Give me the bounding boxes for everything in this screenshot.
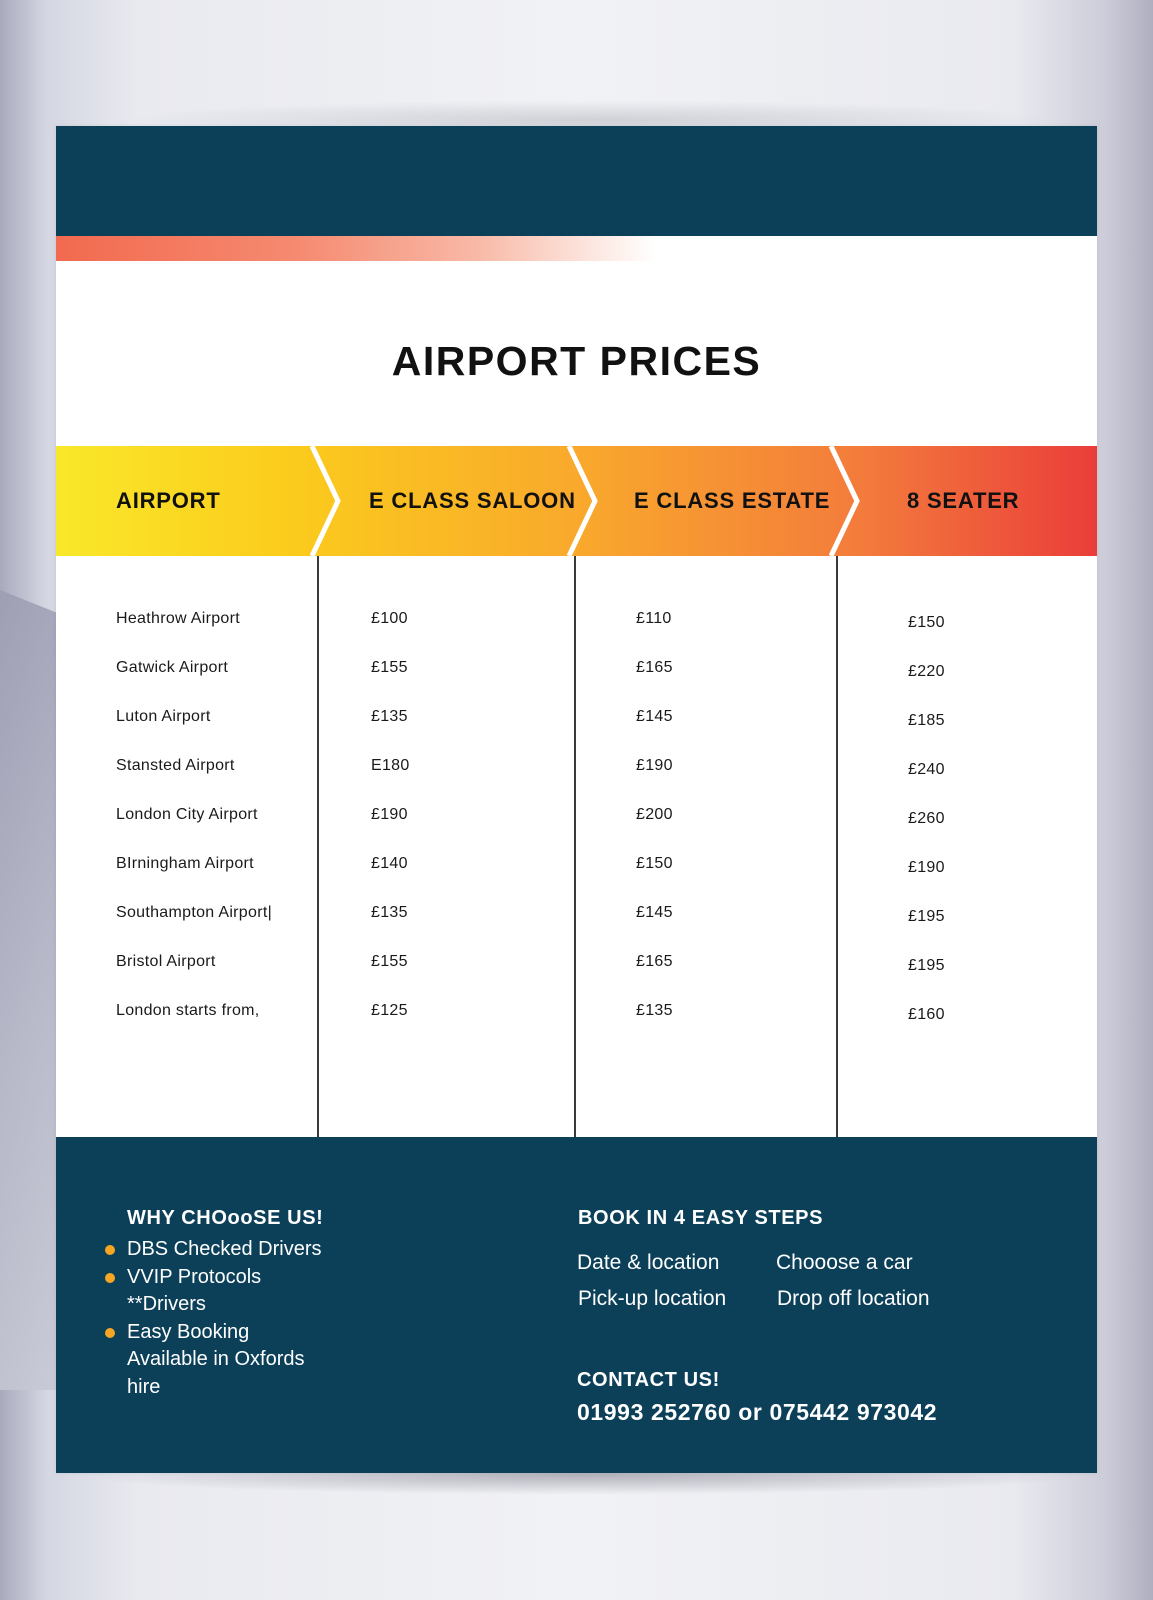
contact-heading: CONTACT US!	[577, 1369, 720, 1391]
cell-saloon-price: £125	[371, 1002, 408, 1019]
cell-airport: Southampton Airport|	[116, 904, 273, 921]
cell-airport: London starts from,	[116, 1002, 260, 1019]
cell-saloon-price: E180	[371, 757, 410, 774]
page-title: AIRPORT PRICES	[391, 338, 762, 384]
booking-step: Chooose a car	[776, 1251, 913, 1274]
cell-seater-price: £195	[908, 908, 945, 925]
column-divider	[574, 556, 576, 1139]
cell-saloon-price: £155	[371, 659, 408, 676]
cell-saloon-price: £140	[371, 855, 408, 872]
list-item: VVIP Protocols **Drivers	[127, 1264, 327, 1319]
cell-airport: Gatwick Airport	[116, 659, 229, 676]
cell-seater-price: £185	[908, 712, 945, 729]
cell-airport: London City Airport	[116, 806, 258, 823]
why-choose-us-list	[127, 1236, 327, 1401]
accent-gradient-bar	[56, 236, 656, 261]
cell-saloon-price: £135	[371, 904, 408, 921]
table-header	[56, 446, 1097, 556]
cell-seater-price: £195	[908, 957, 945, 974]
cell-saloon-price: £190	[371, 806, 408, 823]
header-band	[56, 126, 1097, 236]
cell-saloon-price: £155	[371, 953, 408, 970]
cell-seater-price: £220	[908, 663, 945, 680]
cell-estate-price: £165	[636, 659, 673, 676]
cell-airport: Stansted Airport	[116, 757, 235, 774]
cell-airport: Heathrow Airport	[116, 610, 240, 627]
cell-estate-price: £190	[636, 757, 673, 774]
cell-estate-price: £110	[636, 610, 672, 627]
column-header-8-seater: 8 SEATER	[907, 488, 1020, 513]
cell-saloon-price: £135	[371, 708, 408, 725]
booking-step: Pick-up location	[578, 1287, 727, 1310]
column-header-airport: AIRPORT	[116, 488, 221, 513]
cell-airport: BIrningham Airport	[116, 855, 254, 872]
price-flyer	[56, 126, 1097, 1473]
cell-seater-price: £260	[908, 810, 945, 827]
booking-step: Date & location	[577, 1251, 720, 1274]
cell-seater-price: £240	[908, 761, 945, 778]
column-divider	[317, 556, 319, 1139]
column-divider	[836, 556, 838, 1139]
cell-airport: Bristol Airport	[116, 953, 216, 970]
background-fold	[0, 590, 60, 1390]
booking-steps-heading: BOOK IN 4 EASY STEPS	[578, 1207, 824, 1229]
list-item: Easy Booking Available in Oxfords hire	[127, 1319, 327, 1402]
why-choose-us-heading: WHY CHOooSE US!	[127, 1207, 324, 1229]
bullet-dot-icon	[105, 1273, 115, 1283]
cell-estate-price: £135	[636, 1002, 673, 1019]
bullet-dot-icon	[105, 1245, 115, 1255]
list-item: DBS Checked Drivers	[127, 1236, 327, 1264]
cell-seater-price: £150	[908, 614, 945, 631]
footer	[56, 1137, 1097, 1473]
column-header-e-class-saloon: E CLASS SALOON	[369, 488, 576, 513]
cell-estate-price: £150	[636, 855, 673, 872]
cell-seater-price: £160	[908, 1006, 945, 1023]
bullet-dot-icon	[105, 1328, 115, 1338]
cell-estate-price: £165	[636, 953, 673, 970]
booking-step: Drop off location	[777, 1287, 930, 1310]
cell-estate-price: £145	[636, 708, 673, 725]
cell-seater-price: £190	[908, 859, 945, 876]
cell-estate-price: £200	[636, 806, 673, 823]
cell-estate-price: £145	[636, 904, 673, 921]
cell-airport: Luton Airport	[116, 708, 211, 725]
column-header-e-class-estate: E CLASS ESTATE	[634, 488, 831, 513]
cell-saloon-price: £100	[371, 610, 408, 627]
contact-phone-numbers: 01993 252760 or 075442 973042	[577, 1399, 938, 1425]
